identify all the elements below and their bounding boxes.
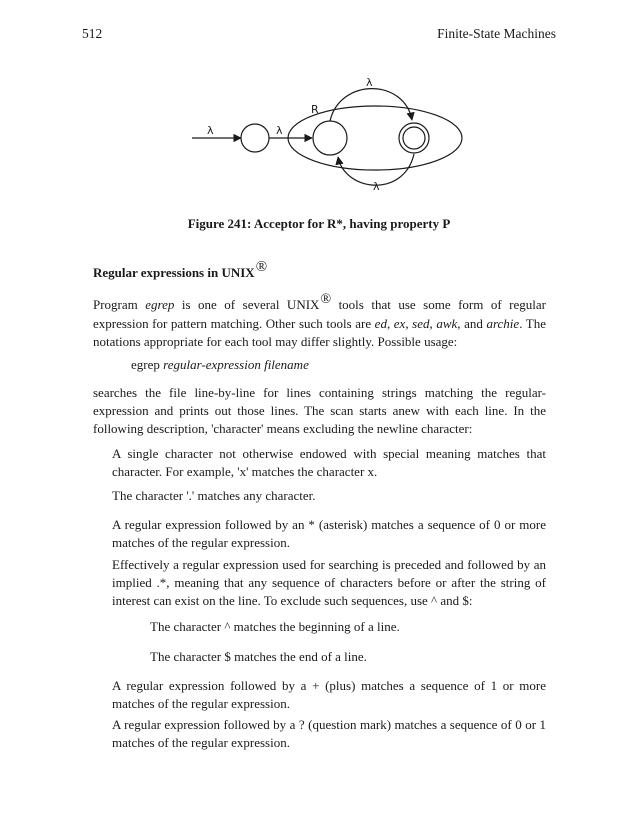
description-paragraph: searches the file line-by-line for lines containing strings matching the regular-expression and prints out those lines. The scan starts anew with each line. In the following description, 'character' means excluding the newline character: [93,385,546,436]
lambda-label-bottom: λ [373,180,380,193]
lambda-label-start: λ [207,124,214,137]
anchor-dollar: The character $ matches the end of a line. [150,649,367,664]
machine-label-r: R [311,103,319,116]
ed-term: ed [374,316,387,331]
registered-mark: ® [255,259,268,275]
archie-term: archie [486,316,520,331]
anchor-caret: The character ^ matches the beginning of a line. [150,619,400,634]
lambda-label-entry: λ [276,124,283,137]
rule-question-mark: A regular expression followed by a ? (question mark) matches a sequence of 0 or 1 matches of the regular expression. [112,717,546,750]
figure-caption: Figure 241: Acceptor for R*, having property P [187,216,451,231]
r-initial-state [313,121,347,155]
sed-term: sed [412,316,430,331]
rule-plus: A regular expression followed by a + (plus) matches a sequence of 1 or more matches of the regular expression. [112,678,546,711]
section-title [93,259,268,282]
rule-single-character: A single character not otherwise endowed with special meaning matches that character. For example, 'x' matches the character x. [112,446,546,479]
section-title-text: Regular expressions in UNIX [93,265,255,280]
rule-implied: Effectively a regular expression used for searching is preceded and followed by an implied .*, meaning that any sequence of characters before or after the string of interest can exist on the line. To exclude such sequences, use ^ and $: [112,557,546,608]
running-header-title: Finite-State Machines [437,26,556,41]
usage-example: egrep regular-expression filename [131,357,309,372]
lambda-label-top: λ [366,76,373,89]
egrep-term: egrep [145,297,175,312]
automaton-figure [0,60,638,200]
intro-paragraph: Program egrep is one of several UNIX® tools that use some form of regular expression for pattern matching. Other such tools are ed, ex, sed, awk, and archie. The notations appropriate for each tool may differ slightly. Possible usage: [93,292,546,349]
start-state [241,124,269,152]
awk-term: awk [436,316,458,331]
rule-asterisk: A regular expression followed by an * (asterisk) matches a sequence of 0 or more matches of the regular expression. [112,517,546,550]
ex-term: ex [393,316,406,331]
page-number: 512 [82,26,103,41]
accept-state-inner [403,127,425,149]
rule-dot: The character '.' matches any character. [112,488,316,503]
registered-mark-inline: ® [320,292,332,307]
lambda-bypass-arc [330,89,412,121]
